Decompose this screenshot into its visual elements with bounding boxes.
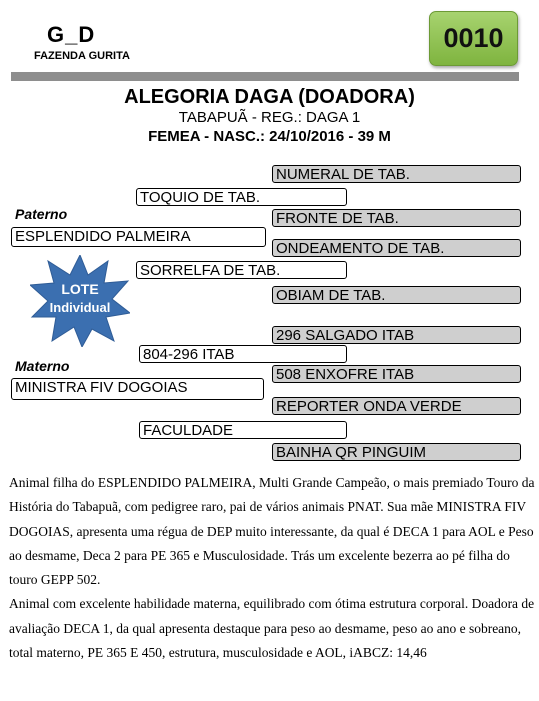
pedigree-sire: ESPLENDIDO PALMEIRA (11, 227, 266, 247)
pedigree-ggp-4: OBIAM DE TAB. (272, 286, 521, 304)
lot-number-badge: 0010 (429, 11, 518, 66)
animal-birth-info: FEMEA - NASC.: 24/10/2016 - 39 M (148, 128, 391, 145)
animal-description (9, 471, 537, 665)
lot-badge-line2: Individual (49, 300, 111, 315)
materno-label: Materno (15, 358, 70, 374)
pedigree-sire-sire: TOQUIO DE TAB. (136, 188, 347, 206)
farm-name: FAZENDA GURITA (34, 50, 130, 62)
header-divider (11, 72, 519, 81)
farm-logo-text: G_D (47, 22, 96, 47)
pedigree-ggp-2: FRONTE DE TAB. (272, 209, 521, 227)
pedigree-sire-dam: SORRELFA DE TAB. (136, 261, 347, 279)
pedigree-ggp-7: REPORTER ONDA VERDE (272, 397, 521, 415)
paterno-label: Paterno (15, 206, 68, 222)
animal-breed-registration: TABAPUÃ - REG.: DAGA 1 (178, 109, 361, 126)
pedigree-ggp-1: NUMERAL DE TAB. (272, 165, 521, 183)
animal-title: ALEGORIA DAGA (DOADORA) (124, 86, 415, 108)
pedigree-dam: MINISTRA FIV DOGOIAS (11, 378, 264, 400)
pedigree-ggp-8: BAINHA QR PINGUIM (272, 443, 521, 461)
pedigree-dam-dam: FACULDADE (139, 421, 347, 439)
pedigree-dam-sire: 804-296 ITAB (139, 345, 347, 363)
pedigree-ggp-3: ONDEAMENTO DE TAB. (272, 239, 521, 257)
pedigree-ggp-5: 296 SALGADO ITAB (272, 326, 521, 344)
description-paragraph-1: Animal filha do ESPLENDIDO PALMEIRA, Multi Grande Campeão, o mais premiado Touro da História do Tabapuã, com pedigree raro, pai de vários animais PNAT. Sua mãe MINISTRA FIV DOGOIAS, apresenta uma régua de DEP muito interessante, da qual é DECA 1 para AOL e Peso ao desmame, Deca 2 para PE 365 e Musculosidade. Trás um excelente bezerra ao pé filha do touro GEPP 502. (9, 475, 535, 588)
pedigree-ggp-6: 508 ENXOFRE ITAB (272, 365, 521, 383)
description-paragraph-2: Animal com excelente habilidade materna, equilibrado com ótima estrutura corporal. Doadora de avaliação DECA 1, da qual apresenta destaque para peso ao desmame, peso ao ano e sobreano, total materno, PE 365 E 450, estrutura, musculosidade e AOL, iABCZ: 14,46 (9, 596, 535, 661)
lot-badge-line1: LOTE (61, 281, 99, 297)
